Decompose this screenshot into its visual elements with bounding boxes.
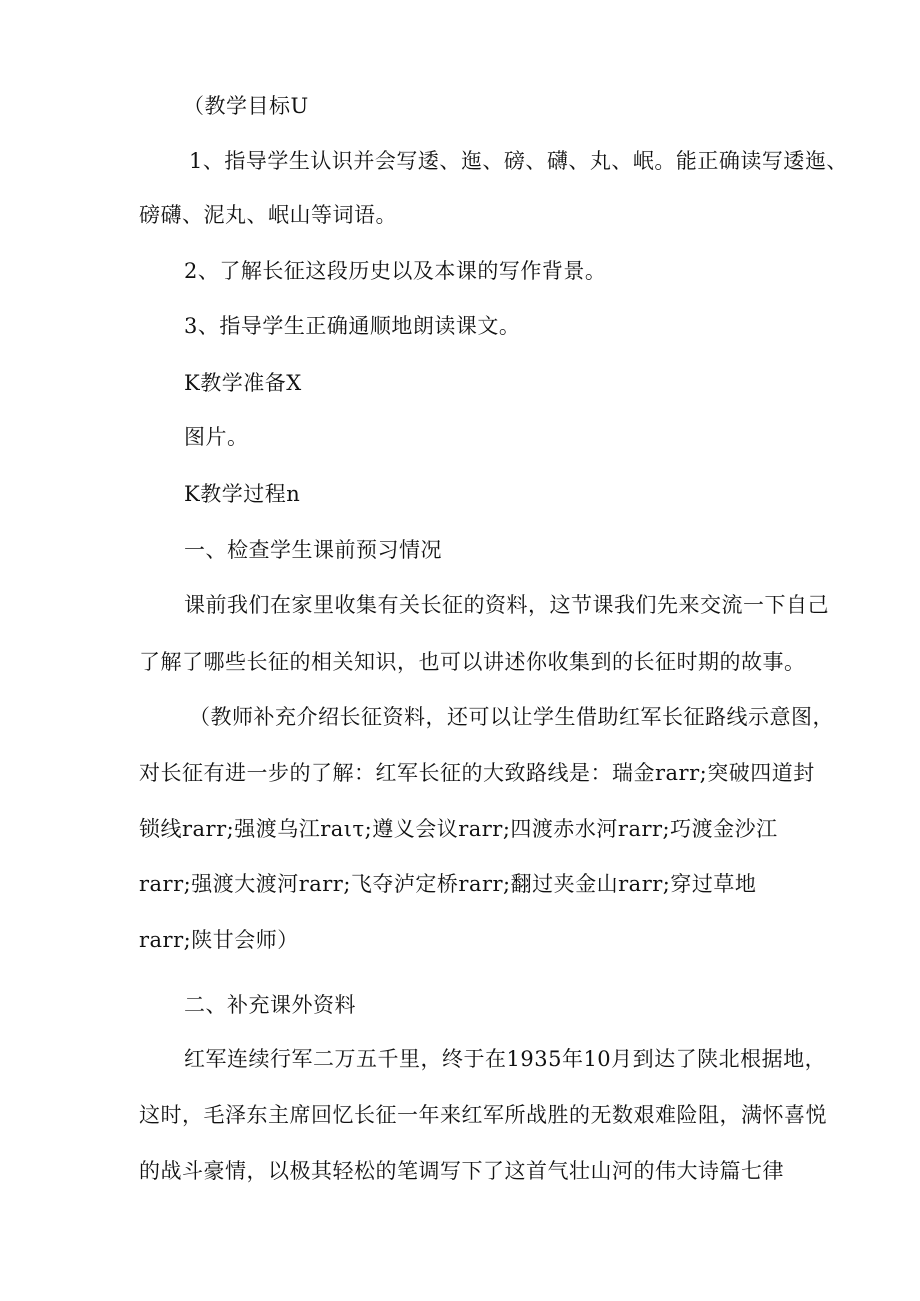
preparation-heading: K教学准备X bbox=[184, 371, 302, 395]
route-line-3: 锁线rarr;强渡乌江raιτ;遵义会议rarr;四渡赤水河rarr;巧渡金沙江 bbox=[139, 817, 778, 841]
section-1-para-line-1: 课前我们在家里收集有关长征的资料，这节课我们先来交流一下自己 bbox=[184, 593, 829, 617]
section-2-title: 二、补充课外资料 bbox=[184, 993, 356, 1017]
preparation-text: 图片。 bbox=[184, 425, 249, 449]
route-line-2: 对长征有进一步的了解：红军长征的大致路线是：瑞金rarr;突破四道封 bbox=[139, 761, 815, 785]
section-1-title: 一、检查学生课前预习情况 bbox=[184, 538, 442, 562]
section-1-para-line-2: 了解了哪些长征的相关知识，也可以讲述你收集到的长征时期的故事。 bbox=[139, 650, 806, 674]
section-2-para-line-2: 这时，毛泽东主席回忆长征一年来红军所战胜的无数艰难险阻，满怀喜悦 bbox=[139, 1103, 827, 1127]
section-2-para-line-1: 红军连续行军二万五千里，终于在1935年10月到达了陕北根据地， bbox=[184, 1047, 827, 1071]
route-line-5: rarr;陕甘会师） bbox=[139, 928, 299, 952]
section-2-para-line-3: 的战斗豪情，以极其轻松的笔调写下了这首气壮山河的伟大诗篇七律 bbox=[139, 1159, 784, 1183]
objectives-heading: （教学目标U bbox=[183, 94, 309, 118]
route-line-1: （教师补充介绍长征资料，还可以让学生借助红军长征路线示意图， bbox=[189, 705, 834, 729]
route-line-4: rarr;强渡大渡河rarr;飞夺泸定桥rarr;翻过夹金山rarr;穿过草地 bbox=[139, 872, 757, 896]
objective-3: 3、指导学生正确通顺地朗读课文。 bbox=[184, 314, 521, 338]
process-heading: K教学过程n bbox=[184, 482, 301, 506]
objective-1-line-2: 磅礴、泥丸、岷山等词语。 bbox=[139, 203, 397, 227]
objective-1-line-1: 1、指导学生认识并会写逶、迤、磅、礴、丸、岷。能正确读写逶迤、 bbox=[189, 149, 848, 173]
objective-2: 2、了解长征这段历史以及本课的写作背景。 bbox=[184, 259, 607, 283]
